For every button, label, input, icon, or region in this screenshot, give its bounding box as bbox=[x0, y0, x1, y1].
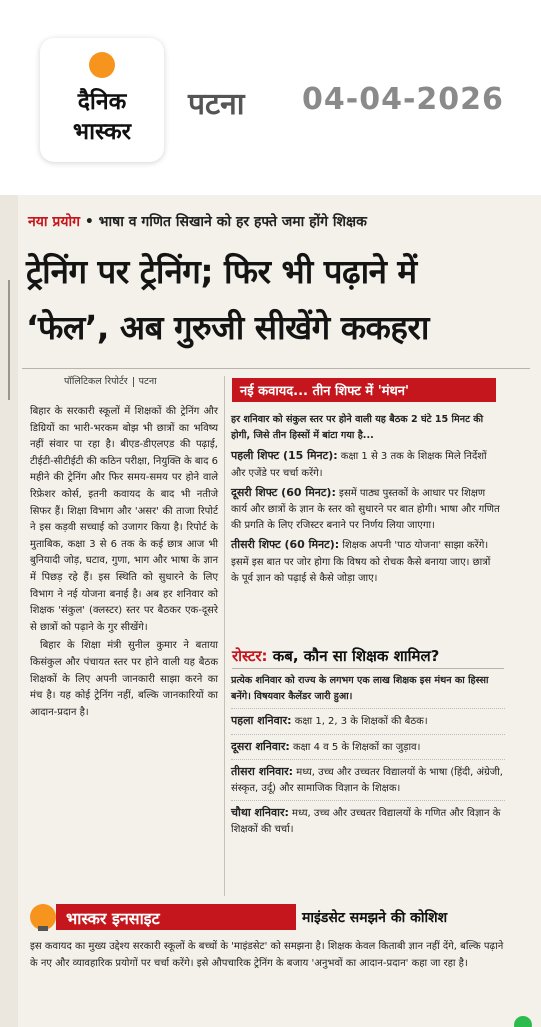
byline bbox=[64, 374, 157, 387]
headline-line-2: ‘फेल’, अब गुरुजी सीखेंगे ककहरा bbox=[26, 308, 429, 347]
kicker-label: नया प्रयोग bbox=[28, 214, 80, 230]
saturday-label: पहला शनिवार: bbox=[231, 714, 292, 728]
shift-item bbox=[231, 537, 501, 587]
box-intro: हर शनिवार को संकुल स्तर पर होने वाली यह बैठक 2 घंटे 15 मिनट की होगी, जिसे तीन हिस्सों में बांटा गया है... bbox=[231, 414, 484, 442]
divider bbox=[22, 368, 530, 369]
lightbulb-icon bbox=[30, 904, 56, 930]
logo-text-line2: भास्कर bbox=[72, 119, 132, 145]
article-body-right bbox=[231, 412, 501, 590]
insight-body: इस कवायद का मुख्य उद्देश्य सरकारी स्कूलों के बच्चों के 'माइंडसेट' को समझना है। शिक्षक केवल किताबी ज्ञान नहीं देंगे, बल्कि पढ़ाने के नए और व्यावहारिक प्रयोगों पर चर्चा करेंगे। इसे औपचारिक ट्रेनिंग के बजाय 'अनुभवों का आदान-प्रदान' कहा जा रहा है। bbox=[30, 941, 504, 969]
sun-icon bbox=[89, 52, 115, 78]
adjacent-column-rule bbox=[8, 280, 10, 400]
saturday-text: मध्य, उच्च और उच्चतर विद्यालयों के गणित और विज्ञान के शिक्षकों की चर्चा। bbox=[231, 808, 501, 836]
shift-label: दूसरी शिफ्ट (60 मिनट): bbox=[231, 485, 336, 499]
shift-item bbox=[231, 485, 501, 535]
roster-label: रोस्टर: bbox=[232, 647, 268, 665]
saturday-label: दूसरा शनिवार: bbox=[231, 739, 290, 753]
saturday-text: मध्य, उच्च और उच्चतर विद्यालयों के भाषा (हिंदी, अंग्रेजी, संस्कृत, उर्दू) और सामाजिक विज्ञान के शिक्षक। bbox=[231, 766, 503, 795]
saturday-label: तीसरा शनिवार: bbox=[231, 764, 294, 778]
article-kicker bbox=[28, 212, 367, 231]
saturday-item bbox=[231, 739, 505, 760]
shift-text: इसमें पाठ्य पुस्तकों के आधार पर शिक्षण कार्य और छात्रों के ज्ञान के स्तर को सुधारने पर बात होगी। भाषा और गणित की प्रगति के लिए रजिस्टर बनाने पर निर्णय लिया जाएगा। bbox=[231, 487, 500, 532]
shift-text: कक्षा 1 से 3 तक के शिक्षक मिले निर्देशों और एजेंडे पर चर्चा करेंगे। bbox=[231, 451, 487, 479]
byline-place: पटना bbox=[138, 376, 157, 387]
edition-date: 04-04-2026 bbox=[302, 82, 504, 117]
dainik-bhaskar-logo[interactable] bbox=[40, 38, 164, 162]
byline-separator bbox=[133, 377, 134, 387]
saturday-item bbox=[231, 713, 505, 734]
body-paragraph: बिहार के शिक्षा मंत्री सुनील कुमार ने बताया किसंकुल और पंचायत स्तर पर होने वाली यह बैठक शिक्षकों के लिए अपनी जानकारी साझा करने का मंच है। यह कोई ट्रेनिंग नहीं, बल्कि जानकारियों का आदान-प्रदान है। bbox=[30, 640, 218, 718]
shift-label: पहली शिफ्ट (15 मिनट): bbox=[231, 449, 338, 463]
kicker-text: • भाषा व गणित सिखाने को हर हफ्ते जमा होंगे शिक्षक bbox=[84, 214, 367, 230]
article-body-left bbox=[30, 404, 218, 723]
column-divider bbox=[224, 376, 225, 896]
logo-text-line1: दैनिक bbox=[77, 89, 127, 115]
insight-title: माइंडसेट समझने की कोशिश bbox=[302, 910, 448, 926]
roster-heading bbox=[232, 646, 439, 666]
saturday-label: चौथा शनिवार: bbox=[231, 806, 289, 820]
divider bbox=[232, 668, 504, 669]
edition-city: पटना bbox=[188, 87, 245, 122]
sidebar-box-title: नई कवायद... तीन शिफ्ट में 'मंथन' bbox=[232, 378, 496, 402]
online-status-dot bbox=[514, 1016, 532, 1027]
roster-title-text: कब, कौन सा शिक्षक शामिल? bbox=[267, 647, 440, 665]
roster-intro: प्रत्येक शनिवार को राज्य के लगभग एक लाख शिक्षक इस मंथन का हिस्सा बनेंगे। विषयवार कैलेंडर जारी हुआ। bbox=[231, 673, 505, 709]
saturday-text: कक्षा 4 व 5 के शिक्षकों का जुड़ाव। bbox=[289, 741, 421, 753]
saturday-text: कक्षा 1, 2, 3 के शिक्षकों की बैठक। bbox=[291, 716, 428, 728]
app-header bbox=[0, 0, 541, 192]
saturday-item bbox=[231, 805, 505, 841]
body-paragraph: बिहार के सरकारी स्कूलों में शिक्षकों की ट्रेनिंग और डिग्रियों का भारी-भरकम बोझ भी छात्रों का भविष्य नहीं संवार पा रहा है। बीएड-डीएलएड की पढ़ाई, टीईटी-सीटीईटी की कठिन परीक्षा, नियुक्ति के बाद 6 महीने की ट्रेनिंग और फिर समय-समय पर होने वाले रिफ्रेशर कोर्स, इतनी कवायद के बाद भी नतीजे सिफर हैं। शिक्षा विभाग और 'असर' की ताजा रिपोर्ट ने इस कड़वी सच्चाई को उजागर किया है। रिपोर्ट के मुताबिक, कक्षा 3 से 6 तक के कई छात्र आज भी बुनियादी जोड़, घटाव, गुणा, भाग और भाषा के ज्ञान में पिछड़ रहे हैं। इस स्थिति को सुधारने के लिए विभाग ने नई योजना बनाई है। अब हर शनिवार को शिक्षक 'संकुल' (क्लस्टर) स्तर पर बैठकर एक-दूसरे से छात्रों को पढ़ाने के गुर सीखेंगे। bbox=[30, 406, 218, 633]
shift-item bbox=[231, 448, 501, 481]
shift-label: तीसरी शिफ्ट (60 मिनट): bbox=[231, 538, 340, 552]
headline-line-1: ट्रेनिंग पर ट्रेनिंग; फिर भी पढ़ाने में bbox=[26, 252, 417, 291]
insight-label: भास्कर इनसाइट bbox=[56, 904, 296, 930]
byline-author: पॉलिटिकल रिपोर्टर bbox=[64, 376, 128, 387]
insight-bar bbox=[30, 902, 502, 932]
saturday-item bbox=[231, 764, 505, 801]
roster-list bbox=[231, 673, 505, 846]
shift-text: शिक्षक अपनी 'पाठ योजना' साझा करेंगे। इसमें इस बात पर जोर होगा कि विषय को रोचक कैसे बनाया जाए। छात्रों के पूर्व ज्ञान को पढ़ाई से कैसे जोड़ा जाए। bbox=[231, 540, 491, 584]
